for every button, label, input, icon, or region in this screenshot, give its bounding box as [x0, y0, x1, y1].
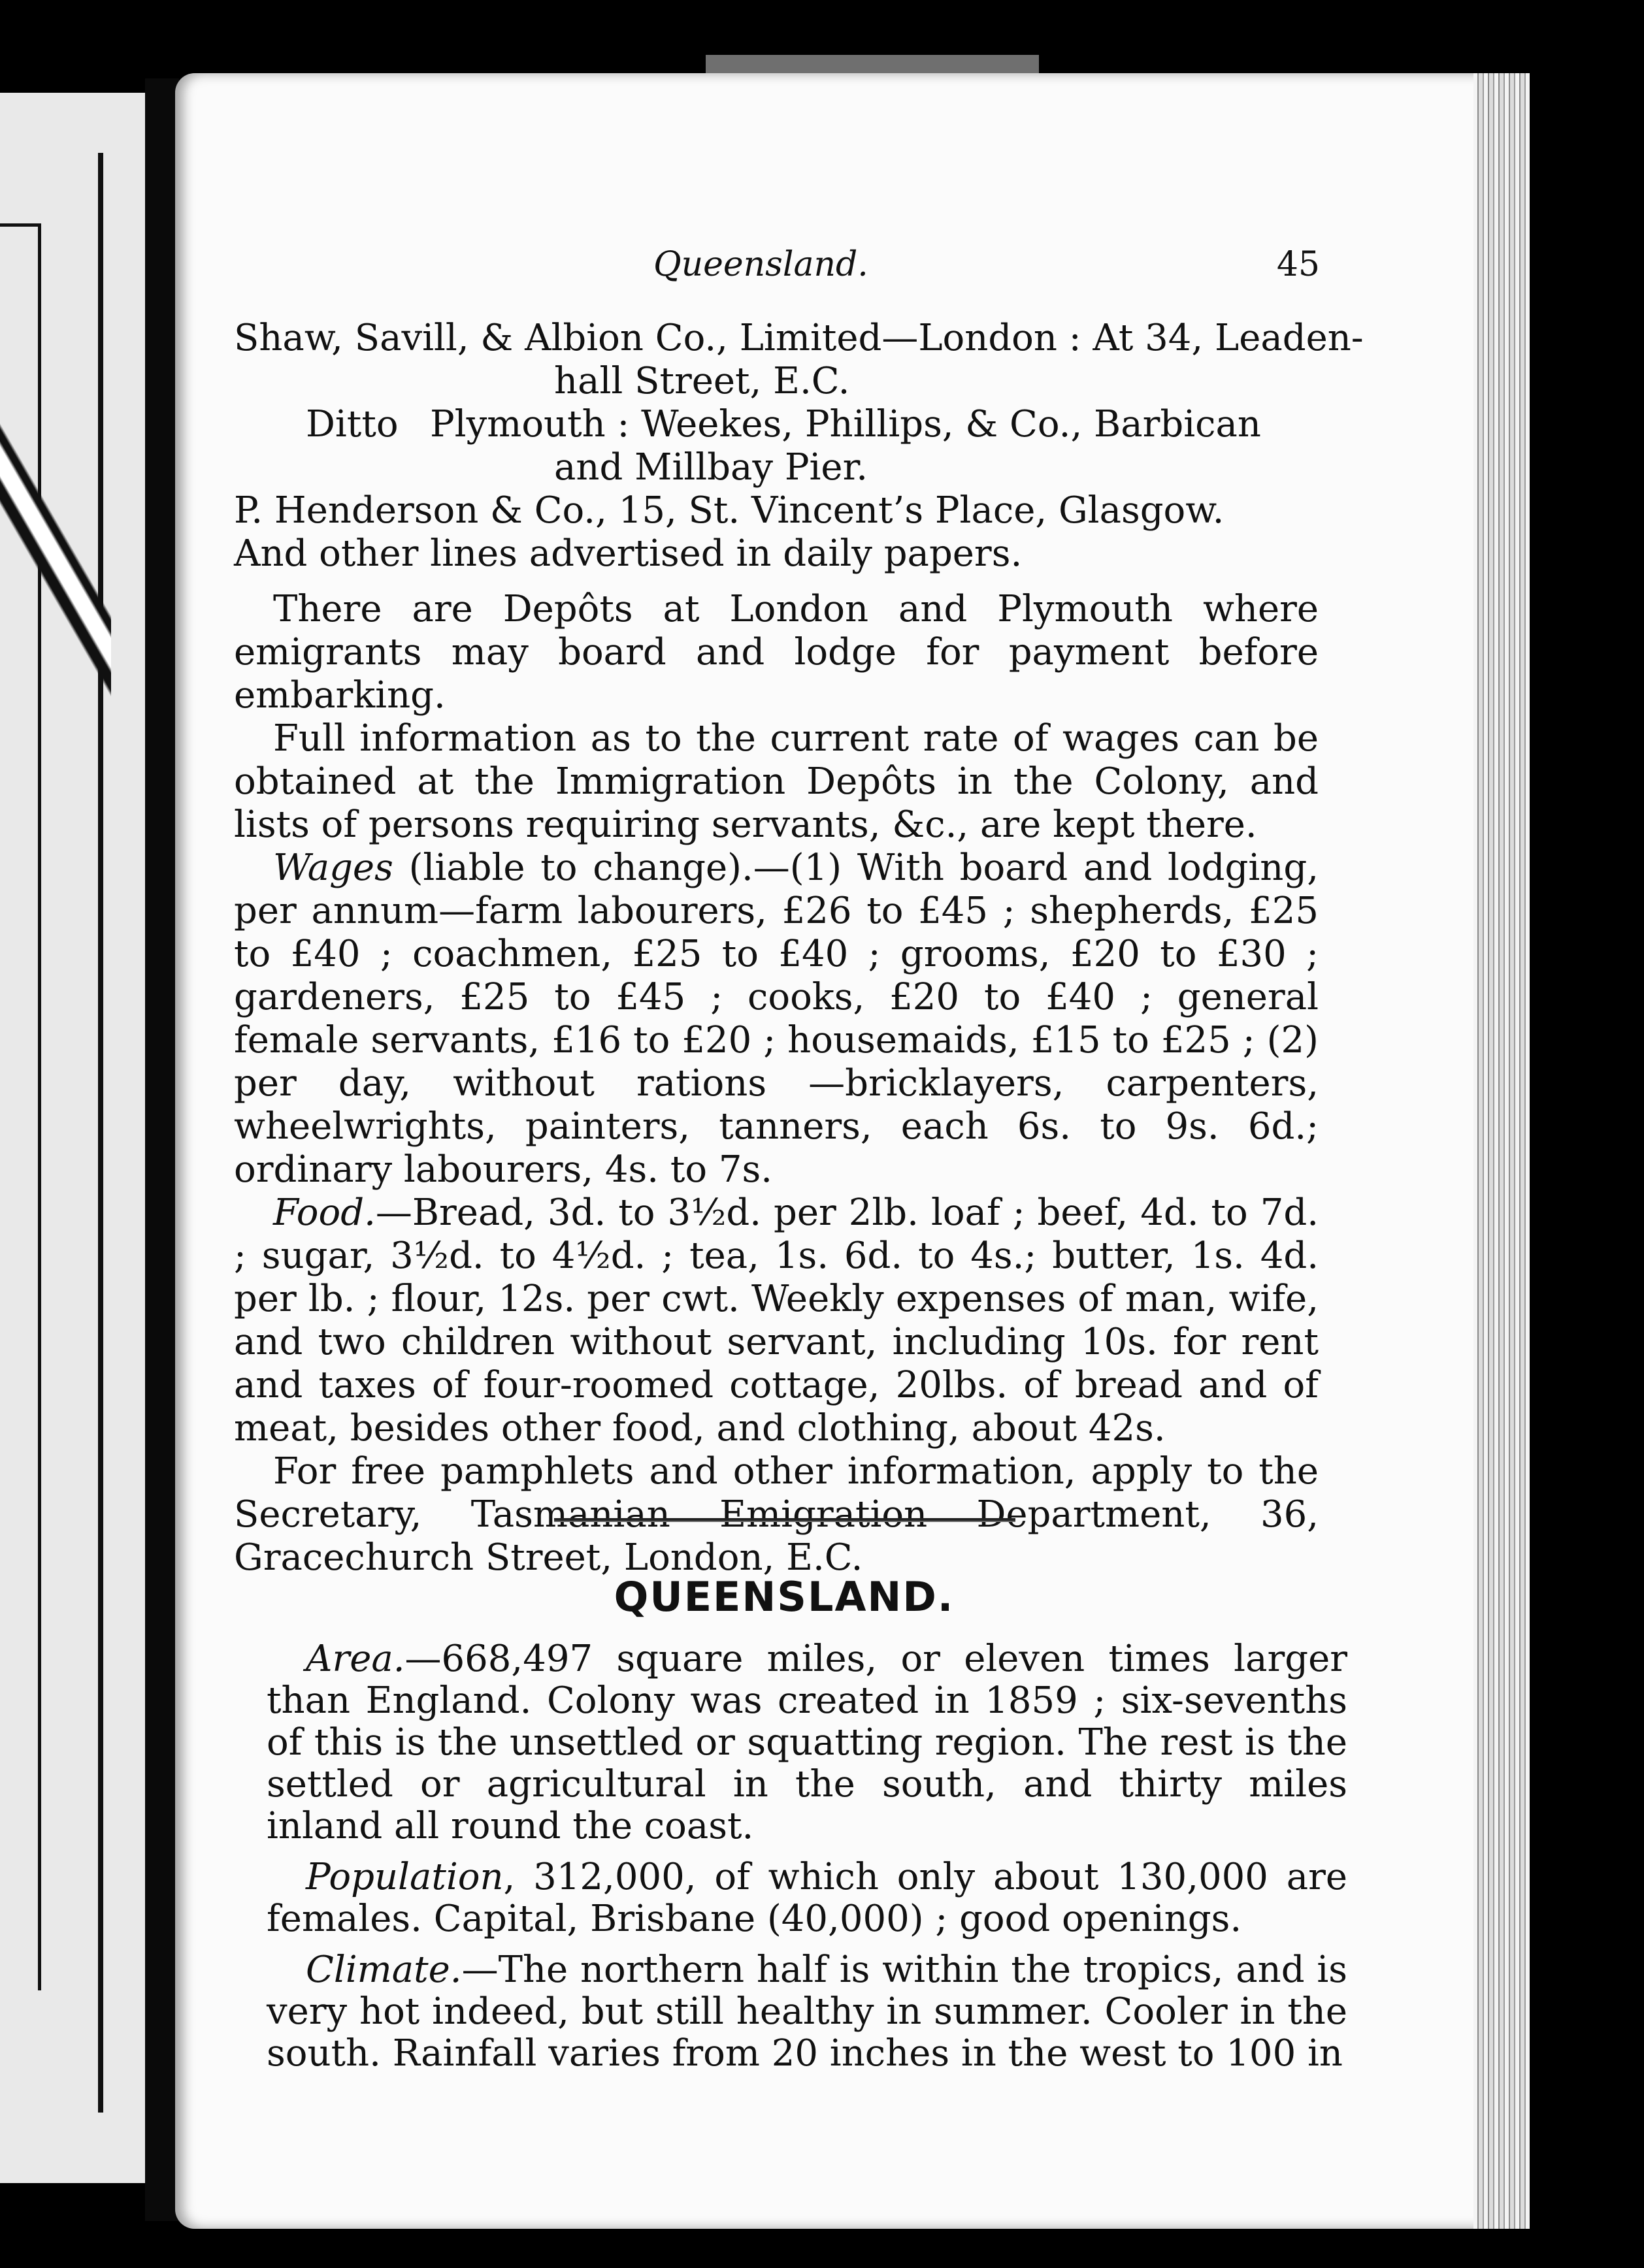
page-number: 45 [1276, 245, 1320, 284]
depots-paragraph: There are Depôts at London and Plymouth where emigrants may board and lodge for payment before embarking. [234, 588, 1319, 717]
facing-page-fragment [0, 93, 145, 2183]
pamphlets-paragraph: For free pamphlets and other information, apply to the Secretary, Tasmanian Emigration Department, 36, Gracechurch Street, London, E.C. [234, 1450, 1319, 1579]
running-header [235, 245, 1320, 297]
climate-lead: Climate. [306, 1949, 462, 1991]
agent-line: And other lines advertised in daily papers. [234, 532, 1023, 575]
wages-lead: Wages [273, 847, 393, 889]
agent-line: Shaw, Savill, & Albion Co., Limited—London : At 34, Leaden- [234, 317, 1364, 359]
section-heading: QUEENSLAND. [614, 1573, 955, 1621]
wages-info-paragraph: Full information as to the current rate of wages can be obtained at the Immigration Depôts in the Colony, and lists of persons requiring servants, &c., are kept there. [234, 717, 1319, 846]
agent-line [234, 403, 1319, 449]
ditto-label: Ditto [306, 403, 399, 446]
facing-page-diagonal [0, 393, 111, 785]
population-lead: Population [306, 1856, 504, 1898]
population-paragraph [267, 1856, 1347, 1940]
agent-line: P. Henderson & Co., 15, St. Vincent’s Place, Glasgow. [234, 489, 1225, 532]
food-paragraph [234, 1191, 1319, 1450]
wages-paragraph [234, 847, 1319, 1191]
food-text: —Bread, 3d. to 3½d. per 2lb. loaf ; beef, 4d. to 7d. ; sugar, 3½d. to 4½d. ; tea, 1s. 6d. to 4s.; butter, 1s. 4d. per lb. ; flour, 12s. per cwt. Weekly expenses of man, wife, and two children without servant, including 10s. for rent and taxes of four-roomed cottage, 20lbs. of bread and of meat, besides other food, and clothing, about 42s. [234, 1191, 1319, 1450]
agent-text: Plymouth : Weekes, Phillips, & Co., Barbican [430, 403, 1261, 446]
agent-line: hall Street, E.C. [554, 360, 850, 402]
book-gutter [145, 78, 179, 2221]
area-text: —668,497 square miles, or eleven times larger than England. Colony was created in 1859 ; six-sevenths of this is the unsettled or squatting region. The rest is the settled or agricultural in the south, and thirty miles inland all round the coast. [267, 1638, 1347, 1847]
section-divider [554, 1518, 1015, 1522]
running-title: Queensland. [653, 245, 868, 284]
food-lead: Food. [273, 1191, 376, 1234]
tasmania-section-continued [234, 317, 1364, 1580]
agent-line: and Millbay Pier. [554, 446, 868, 489]
area-lead: Area. [306, 1638, 405, 1680]
shipping-agent-list [234, 317, 1364, 579]
population-text: , 312,000, of which only about 130,000 are females. Capital, Brisbane (40,000) ; good openings. [267, 1856, 1347, 1940]
queensland-section [267, 1638, 1347, 2084]
wages-text: (liable to change).—(1) With board and lodging, per annum—farm labourers, £26 to £45 ; shepherds, £25 to £40 ; coachmen, £25 to £40 ; grooms, £20 to £30 ; gardeners, £25 to £45 ; cooks, £20 to £40 ; general female servants, £16 to £20 ; housemaids, £15 to £25 ; (2) per day, without rations —bricklayers, carpenters, wheelwrights, painters, tanners, each 6s. to 9s. 6d.; ordinary labourers, 4s. to 7s. [234, 847, 1319, 1191]
area-paragraph [267, 1638, 1347, 1847]
climate-text: —The northern half is within the tropics, and is very hot indeed, but still healthy in summer. Cooler in the south. Rainfall varies from 20 inches in the west to 100 in [267, 1949, 1347, 2075]
climate-paragraph [267, 1949, 1347, 2075]
page-edges [1473, 73, 1530, 2229]
